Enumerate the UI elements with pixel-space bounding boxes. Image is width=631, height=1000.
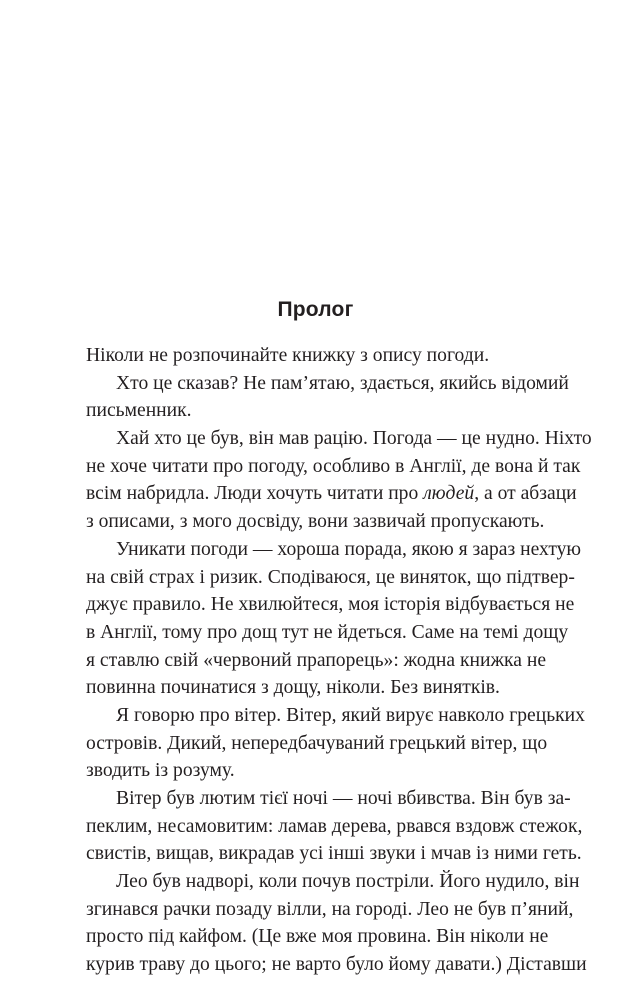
text-line: пеклим, несамовитим: ламав дерева, рвався вздовж стежок, [86, 815, 583, 837]
emphasized-word: людей [423, 483, 475, 505]
text-line: Уникати погоди — хороша порада, якою я зараз нехтую [116, 538, 582, 560]
text-line-with-emphasis [86, 480, 577, 508]
text-line: повинна починатися з дощу, ніколи. Без винятків. [86, 677, 500, 699]
text-line: я ставлю свій «червоний прапорець»: жодна книжка не [86, 649, 547, 671]
text-line: просто під кайфом. (Це вже моя провина. Він ніколи не [86, 926, 549, 948]
text-line: з описами, з мого досвіду, вони зазвичай пропускають. [86, 511, 545, 533]
text-line: не хоче читати про погоду, особливо в Англії, де вона й так [86, 455, 581, 477]
text-line: Хай хто це був, він мав рацію. Погода — це нудно. Ніхто [116, 428, 592, 450]
text-line: Хто це сказав? Не пам’ятаю, здається, якийсь відомий [116, 372, 569, 394]
text-line: Ніколи не розпочинайте книжку з опису погоди. [86, 345, 490, 366]
text-line: Вітер був лютим тієї ночі — ночі вбивства. Він був за- [116, 788, 571, 809]
text-line: в Англії, тому про дощ тут не йдеться. Саме на темі дощу [86, 621, 569, 643]
text-line: джує правило. Не хвилюйтеся, моя історія відбувається не [86, 594, 575, 616]
text-fragment: всім набридла. Люди хочуть читати про [86, 483, 424, 505]
text-fragment: , а от абзаци [474, 483, 577, 505]
text-line: письменник. [86, 400, 192, 422]
text-line: островів. Дикий, непередбачуваний грецький вітер, що [86, 732, 548, 754]
body-text [86, 342, 592, 979]
text-line: курив траву до цього; не варто було йому давати.) Діставши [86, 954, 587, 976]
text-line: згинався рачки позаду вілли, на городі. Лео не був п’яний, [86, 898, 574, 920]
text-line: свистів, вищав, викрадав усі інші звуки і мчав із ними геть. [86, 843, 582, 865]
text-line: зводить із розуму. [86, 760, 235, 782]
text-line: на свій страх і ризик. Сподіваюся, це виняток, що підтвер- [86, 566, 575, 588]
text-line: Лео був надворі, коли почув постріли. Його нудило, він [116, 871, 580, 893]
chapter-title: Пролог [277, 298, 354, 321]
text-line: Я говорю про вітер. Вітер, який вирує навколо грецьких [116, 704, 585, 726]
